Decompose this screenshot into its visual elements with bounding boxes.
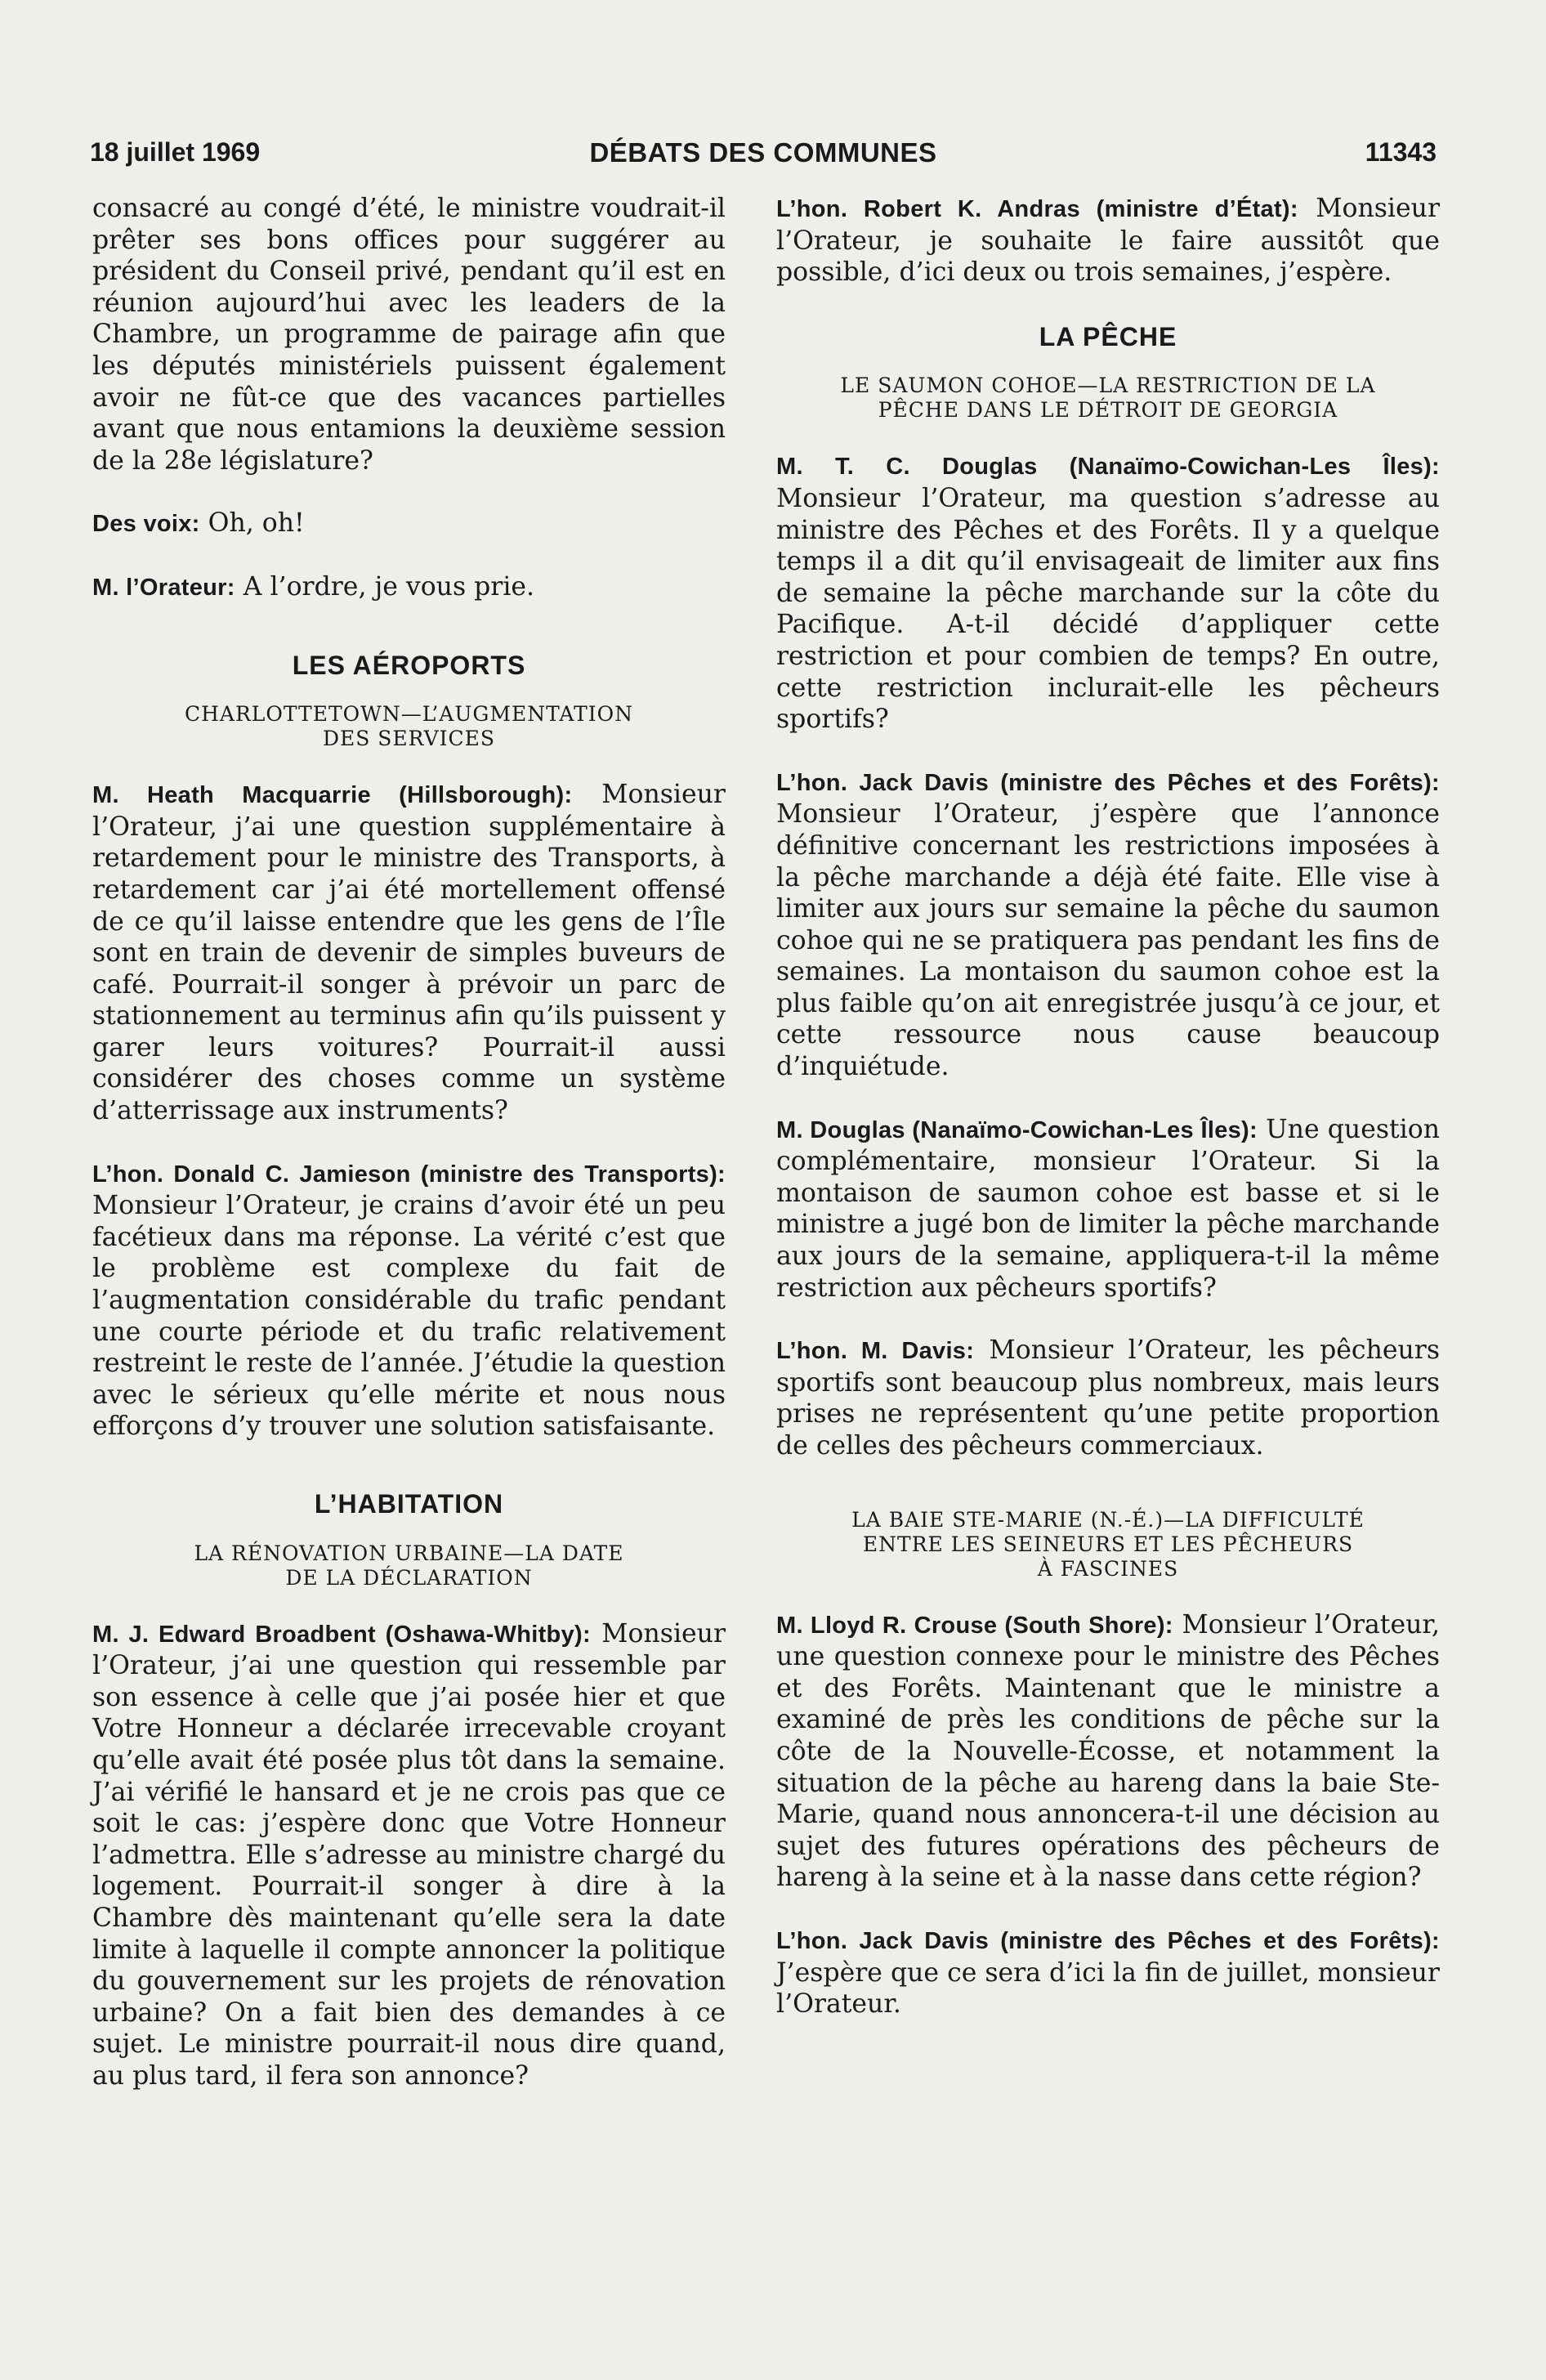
subheading-baie-ste-marie xyxy=(776,1508,1440,1581)
header-title: DÉBATS DES COMMUNES xyxy=(589,137,937,168)
speaker-label: M. T. C. Douglas (Nanaïmo-Cowichan-Les Îles): xyxy=(776,454,1440,481)
speaker-label: M. J. Edward Broadbent (Oshawa-Whitby): xyxy=(92,1621,591,1648)
speaker-label: Des voix: xyxy=(92,511,200,538)
speech-text: Monsieur l’Orateur, les pêcheurs sportifs sont beaucoup plus nombreux, mais leurs prises ne représentent qu’une petite proportion de celles des pêcheurs commerciaux. xyxy=(776,1335,1441,1461)
speech-text: Monsieur l’Orateur, j’ai une question supplémentaire à retardement pour le ministre des Transports, à retardement car j’ai été mortellement offensé de ce qu’il laisse entendre que les gens de l’Île sont en train de devenir de simples buveurs de café. Pourrait-il songer à prévoir un parc de stationnement au terminus afin qu’ils puissent y garer leurs voitures? Pourrait-il aussi considérer des choses comme un système d’atterrissage aux instruments? xyxy=(92,780,726,1126)
speech-text: J’espère que ce sera d’ici la fin de juillet, monsieur l’Orateur. xyxy=(776,1957,1440,2020)
subheading-saumon-cohoe xyxy=(776,374,1440,423)
speech-orateur xyxy=(92,571,726,604)
left-column xyxy=(92,193,726,2123)
page-header xyxy=(90,137,1437,177)
speech-text: Monsieur l’Orateur, je crains d’avoir été un peu facétieux dans ma réponse. La vérité c’est que le problème est complexe du fait de l’augmentation considérable du trafic pendant une courte période et du trafic relativement restreint le reste de l’année. J’étudie la question avec le sérieux qu’elle mérite et nous nous efforçons d’y trouver une solution satisfaisante. xyxy=(92,1191,726,1442)
subheading-line: CHARLOTTETOWN—L’AUGMENTATION xyxy=(185,702,633,727)
subheading-line: DES SERVICES xyxy=(322,727,496,751)
header-date: 18 juillet 1969 xyxy=(90,137,261,167)
subheading-line: DE LA DÉCLARATION xyxy=(285,1565,533,1590)
speech-macquarrie xyxy=(92,779,726,1127)
right-column xyxy=(776,193,1440,2051)
section-heading-aeroports: LES AÉROPORTS xyxy=(292,650,526,680)
speech-andras xyxy=(776,193,1440,289)
speech-text: A l’ordre, je vous prie. xyxy=(235,571,535,602)
speech-text: Monsieur l’Orateur, une question connexe pour le ministre des Pêches et des Forêts. Maintenant que le ministre a examiné de près les conditions de pêche sur la côte de la Nouvelle-Écosse, et notamment la situation de la pêche au hareng dans la baie Ste-Marie, quand nous annoncera-t-il une décision au sujet des futures opérations des pêcheurs de hareng à la seine et à la nasse dans cette région? xyxy=(776,1609,1440,1893)
subheading-line: PÊCHE DANS LE DÉTROIT DE GEORGIA xyxy=(878,398,1338,423)
section-heading-habitation: L’HABITATION xyxy=(314,1489,504,1519)
speech-davis-2 xyxy=(776,1335,1440,1461)
speech-broadbent xyxy=(92,1618,726,2092)
subheading-renovation xyxy=(92,1541,726,1590)
speech-text: Oh, oh! xyxy=(199,508,305,539)
speech-text: Monsieur l’Orateur, je souhaite le faire aussitôt que possible, d’ici deux ou trois semaines, j’espère. xyxy=(776,194,1440,288)
speech-text: Monsieur l’Orateur, ma question s’adresse au ministre des Pêches et des Forêts. Il y a quelque temps il a dit qu’il envisageait de limiter aux fins de semaine la pêche marchande sur la côte du Pacifique. A-t-il décidé d’appliquer cette restriction et pour combien de temps? En outre, cette restriction inclurait-elle les pêcheurs sportifs? xyxy=(776,483,1440,735)
speaker-label: M. Douglas (Nanaïmo-Cowichan-Les Îles): xyxy=(776,1116,1258,1143)
speaker-label: L’hon. M. Davis: xyxy=(776,1338,975,1365)
speech-text: Monsieur l’Orateur, j’ai une question qui ressemble par son essence à celle que j’ai posée hier et que Votre Honneur a déclarée irrecevable croyant qu’elle avait été posée plus tôt dans la semaine. J’ai vérifié le hansard et je ne crois pas que ce soit le cas: j’espère donc que Votre Honneur l’admettra. Elle s’adresse au ministre chargé du logement. Pourrait-il songer à dire à la Chambre dès maintenant qu’elle sera la date limite à laquelle il compte annoncer la politique du gouvernement sur les projets de rénovation urbaine? On a fait bien des demandes à ce sujet. Le ministre pourrait-il nous dire quand, au plus tard, il fera son annonce? xyxy=(92,1618,726,2091)
subheading-line: LE SAUMON COHOE—LA RESTRICTION DE LA xyxy=(840,374,1376,398)
subheading-line: LA RÉNOVATION URBAINE—LA DATE xyxy=(194,1541,624,1565)
paragraph-text: consacré au congé d’été, le ministre voudrait-il prêter ses bons offices pour suggérer au président du Conseil privé, pendant qu’il est en réunion aujourd’hui avec les leaders de la Chambre, un programme de pairage afin que les députés ministériels puissent également avoir ne fût-ce que des vacances partielles avant que nous entamions la deuxième session de la 28e législature? xyxy=(92,194,726,476)
subheading-line: À FASCINES xyxy=(1037,1556,1179,1581)
speech-jamieson xyxy=(92,1158,726,1443)
subheading-line: ENTRE LES SEINEURS ET LES PÊCHEURS xyxy=(862,1532,1354,1556)
speech-text: Monsieur l’Orateur, j’espère que l’annonce définitive concernant les restrictions imposées à la pêche marchande a déjà été faite. Elle vise à limiter aux jours sur semaine la pêche du saumon cohoe qui ne se pratiquera pas pendant les fins de semaines. La montaison du saumon cohoe est la plus faible qu’on ait enregistrée jusqu’à ce jour, et cette ressource nous cause beaucoup d’inquiétude. xyxy=(776,799,1440,1082)
speech-crouse xyxy=(776,1609,1440,1894)
speech-davis-3 xyxy=(776,1925,1440,2020)
speaker-label: L’hon. Donald C. Jamieson (ministre des Transports): xyxy=(92,1161,726,1188)
speech-text: Une question complémentaire, monsieur l’Orateur. Si la montaison de saumon cohoe est basse et si le ministre a jugé bon de limiter la pêche marchande aux jours de la semaine, appliquera-t-il la même restriction aux pêcheurs sportifs? xyxy=(776,1114,1440,1303)
speaker-label: L’hon. Robert K. Andras (ministre d’État): xyxy=(776,196,1298,222)
header-page-number: 11343 xyxy=(1365,137,1437,167)
subheading-charlottetown xyxy=(92,702,726,751)
speaker-label: L’hon. Jack Davis (ministre des Pêches et des Forêts): xyxy=(776,769,1440,796)
speech-douglas-2 xyxy=(776,1114,1440,1304)
speech-davis-1 xyxy=(776,767,1440,1083)
section-heading-peche: LA PÊCHE xyxy=(1039,321,1177,351)
subheading-line: LA BAIE STE-MARIE (N.-É.)—LA DIFFICULTÉ xyxy=(851,1507,1365,1532)
speech-douglas xyxy=(776,450,1440,735)
speech-voix xyxy=(92,508,726,540)
speaker-label: M. l’Orateur: xyxy=(92,574,235,601)
speaker-label: M. Heath Macquarrie (Hillsborough): xyxy=(92,782,573,809)
speaker-label: L’hon. Jack Davis (ministre des Pêches et des Forêts): xyxy=(776,1927,1440,1954)
speaker-label: M. Lloyd R. Crouse (South Shore): xyxy=(776,1612,1173,1639)
paragraph-continuation xyxy=(92,193,726,476)
